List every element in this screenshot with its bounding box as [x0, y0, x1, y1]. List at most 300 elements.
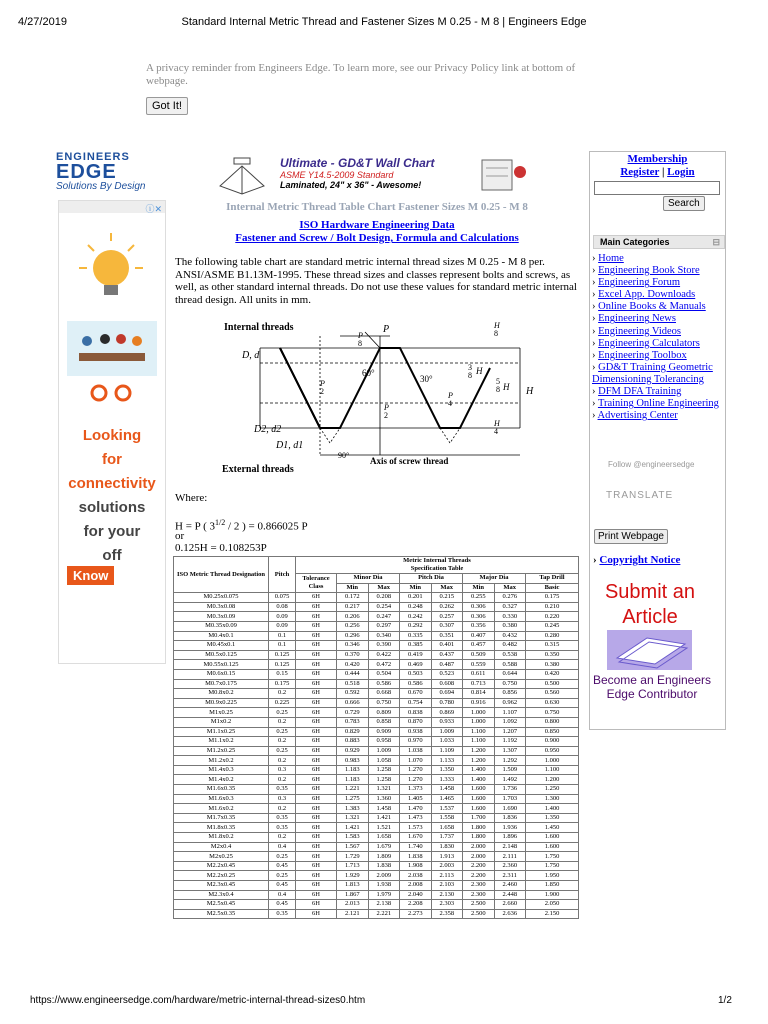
table-cell: 0.09 — [269, 612, 296, 622]
category-item[interactable] — [592, 313, 722, 325]
table-cell: 1.270 — [400, 775, 432, 785]
table-cell: 0.754 — [400, 698, 432, 708]
table-cell: 0.25 — [269, 708, 296, 718]
login-link[interactable]: Login — [667, 166, 695, 178]
table-row — [174, 890, 579, 900]
iso-hardware-link[interactable]: ISO Hardware Engineering Data — [299, 219, 455, 231]
table-cell: 0.225 — [269, 698, 296, 708]
table-row — [174, 660, 579, 670]
col-pitchdia: Pitch Dia — [400, 574, 463, 584]
category-link[interactable]: DFM DFA Training — [598, 386, 682, 398]
table-cell: 1.100 — [526, 765, 579, 775]
svg-text:30°: 30° — [420, 374, 433, 384]
svg-text:2: 2 — [384, 411, 388, 420]
table-row — [174, 727, 579, 737]
table-cell: M1.6x0.3 — [174, 794, 269, 804]
table-cell: 0.315 — [526, 641, 579, 651]
ad-line: solutions — [78, 499, 146, 516]
table-cell: 0.958 — [368, 737, 400, 747]
table-cell: M2.2x0.25 — [174, 871, 269, 881]
table-cell: 0.255 — [463, 593, 495, 603]
table-cell: 0.125 — [269, 660, 296, 670]
table-cell: 6H — [296, 794, 337, 804]
table-cell: 0.586 — [368, 679, 400, 689]
table-cell: 1.300 — [526, 794, 579, 804]
submit-line2: Article — [622, 606, 678, 628]
banner-tagline: Laminated, 24" x 36" - Awesome! — [280, 180, 422, 190]
print-page-title: Standard Internal Metric Thread and Fastener Sizes M 0.25 - M 8 | Engineers Edge — [181, 16, 587, 28]
table-cell: 1.038 — [400, 746, 432, 756]
print-date: 4/27/2019 — [18, 16, 67, 28]
table-cell: 0.858 — [368, 717, 400, 727]
table-cell: 1.258 — [368, 775, 400, 785]
svg-text:8: 8 — [496, 385, 500, 394]
category-item[interactable] — [592, 386, 722, 398]
table-row — [174, 775, 579, 785]
table-cell: 0.420 — [526, 669, 579, 679]
chevron-right-icon: › — [592, 398, 598, 410]
table-cell: 0.523 — [431, 669, 463, 679]
table-cell: 2.200 — [463, 861, 495, 871]
table-cell: 0.2 — [269, 775, 296, 785]
table-row — [174, 708, 579, 718]
table-cell: 0.2 — [269, 717, 296, 727]
table-cell: 1.221 — [337, 785, 369, 795]
table-cell: 1.473 — [400, 813, 432, 823]
table-cell: 0.262 — [431, 602, 463, 612]
table-row — [174, 852, 579, 862]
table-cell: 1.750 — [526, 861, 579, 871]
table-cell: 0.950 — [526, 746, 579, 756]
table-cell: 6H — [296, 765, 337, 775]
table-cell: 6H — [296, 775, 337, 785]
table-cell: 1.400 — [526, 804, 579, 814]
category-item[interactable] — [592, 362, 722, 386]
table-cell: M2.5x0.35 — [174, 909, 269, 919]
table-cell: 0.254 — [368, 602, 400, 612]
table-cell: 0.814 — [463, 689, 495, 699]
table-cell: 1.400 — [463, 765, 495, 775]
table-cell: 2.008 — [400, 881, 432, 891]
table-cell: M0.4x0.1 — [174, 631, 269, 641]
col-designation: ISO Metric Thread Designation — [174, 557, 269, 593]
table-cell: 2.311 — [494, 871, 526, 881]
chevron-right-icon: › — [592, 289, 599, 301]
category-item[interactable] — [592, 253, 722, 265]
table-cell: 6H — [296, 631, 337, 641]
table-cell: 6H — [296, 842, 337, 852]
table-cell: 0.2 — [269, 756, 296, 766]
chevron-right-icon: › — [592, 325, 599, 337]
table-cell: 1.913 — [431, 852, 463, 862]
table-cell: M0.8x0.2 — [174, 689, 269, 699]
table-cell: 6H — [296, 602, 337, 612]
table-cell: 1.307 — [494, 746, 526, 756]
chevron-right-icon: › — [592, 277, 599, 289]
table-cell: 0.35 — [269, 909, 296, 919]
table-cell: 0.340 — [368, 631, 400, 641]
table-cell: 1.350 — [431, 765, 463, 775]
table-cell: 0.432 — [494, 631, 526, 641]
collapse-icon[interactable]: ⊟ — [712, 237, 720, 247]
table-cell: 1.703 — [494, 794, 526, 804]
table-cell: 2.500 — [463, 900, 495, 910]
table-cell: 0.457 — [463, 641, 495, 651]
table-cell: 1.321 — [368, 785, 400, 795]
table-row — [174, 737, 579, 747]
membership-block: Membership Register | Login — [589, 153, 726, 179]
svg-text:P: P — [320, 379, 325, 388]
table-cell: 1.200 — [463, 756, 495, 766]
follow-twitter-link[interactable]: Follow @engineersedge — [608, 460, 695, 469]
table-cell: 1.107 — [494, 708, 526, 718]
print-webpage-button[interactable]: Print Webpage — [594, 529, 668, 544]
table-cell: 0.750 — [526, 708, 579, 718]
table-cell: 2.103 — [431, 881, 463, 891]
table-cell: 1.521 — [368, 823, 400, 833]
category-item[interactable] — [592, 326, 722, 338]
search-button[interactable]: Search — [663, 196, 705, 211]
table-cell: 0.870 — [400, 717, 432, 727]
table-row — [174, 650, 579, 660]
fastener-design-link[interactable]: Fastener and Screw / Bolt Design, Formula and Calculations — [235, 232, 519, 244]
table-cell: 0.504 — [368, 669, 400, 679]
table-cell: 1.600 — [526, 842, 579, 852]
table-cell: 6H — [296, 785, 337, 795]
category-item[interactable] — [592, 398, 722, 410]
external-threads-label: External threads — [222, 464, 294, 475]
table-cell: 1.830 — [431, 842, 463, 852]
svg-text:90°: 90° — [338, 451, 350, 460]
svg-text:P: P — [448, 391, 453, 400]
table-cell: 1.867 — [337, 890, 369, 900]
table-cell: 0.500 — [526, 679, 579, 689]
chevron-right-icon: › — [592, 361, 599, 373]
table-cell: 0.276 — [494, 593, 526, 603]
table-cell: 0.592 — [337, 689, 369, 699]
table-row — [174, 900, 579, 910]
table-cell: 1.458 — [431, 785, 463, 795]
svg-text:P: P — [384, 403, 389, 412]
table-cell: 0.407 — [463, 631, 495, 641]
table-cell: 6H — [296, 698, 337, 708]
table-cell: 0.08 — [269, 602, 296, 612]
table-cell: 0.351 — [431, 631, 463, 641]
advertisement[interactable] — [58, 200, 166, 664]
table-cell: 0.668 — [368, 689, 400, 699]
category-link[interactable]: Engineering Calculators — [598, 337, 700, 349]
table-cell: 1.813 — [337, 881, 369, 891]
table-cell: 2.660 — [494, 900, 526, 910]
privacy-notice: A privacy reminder from Engineers Edge. To learn more, see our Privacy Policy link at bottom of webpage. — [146, 62, 576, 87]
category-item[interactable] — [592, 289, 722, 301]
ad-choices-icon[interactable]: ⓘ✕ — [145, 204, 162, 214]
col-minor: Minor Dia — [337, 574, 400, 584]
table-cell: 1.679 — [368, 842, 400, 852]
table-cell: 1.470 — [400, 804, 432, 814]
table-cell: 0.883 — [337, 737, 369, 747]
table-cell: 2.358 — [431, 909, 463, 919]
table-cell: 6H — [296, 909, 337, 919]
svg-text:H: H — [503, 382, 510, 392]
table-cell: 1.009 — [368, 746, 400, 756]
table-cell: 1.950 — [526, 871, 579, 881]
table-cell: 0.4 — [269, 842, 296, 852]
table-cell: 2.111 — [494, 852, 526, 862]
table-cell: 1.058 — [368, 756, 400, 766]
category-link[interactable]: Advertising Center — [597, 410, 678, 422]
table-cell: 2.500 — [463, 909, 495, 919]
table-cell: 1.929 — [337, 871, 369, 881]
category-list — [592, 253, 722, 422]
table-cell: 0.307 — [431, 621, 463, 631]
table-cell: 2.148 — [494, 842, 526, 852]
metric-thread-table: ISO Metric Thread Designation Pitch Metric Internal Threads Specification Table Tolerance Class Minor Dia Pitch Dia Major Dia Tap Drill Min Max Min Max Min Max Basic M0.25x0.075 0.075 6H 0.172 0.208 0.201 0.215 0.255 0.276 0.175 M0.3x0.08 0.08 6H 0.217 0.254 0.248 0.262 0.306 0.327 0.210 M0.3x0.09 0.09 6H 0.206 0.247 0.242 0.257 0.306 0.330 0.220 M0.35x0.09 0.09 6H 0.256 0.297 0.292 0.307 0.356 0.380 0.245 M0.4x0.1 0.1 6H 0.296 0.340 0.335 0.351 0.407 0.432 0.280 M0.45x0.1 0.1 6H 0.346 0.390 0.385 0.401 0.457 0.482 0.315 M0.5x0.125 0.125 6H 0.370 0.422 0.419 0.437 0.509 0.538 0.350 M0.55x0.125 0.125 6H 0.420 0.472 0.469 0.487 0.559 0.588 0.380 M0.6x0.15 0.15 6H 0.444 0.504 0.503 0.523 0.611 0.644 0.420 M0.7x0.175 0.175 6H 0.518 0.586 0.586 0.608 0.713 0.750 0.500 M0.8x0.2 0.2 6H 0.592 0.668 0.670 0.694 0.814 0.856 0.560 M0.9x0.225 0.225 6H 0.666 0.750 0.754 0.780 0.916 0.962 0.630 M1x0.25 0.25 6H 0.729 0.809 0.838 0.869 1.000 1.107 0.750 M1x0.2 0.2 6H 0.783 0.858 0.870 0.933 1.000 1.092 0.800 M1.1x0.25 0.25 6H 0.829 0.909 0.938 1.009 1.100 1.207 0.850 M1.1x0.2 0.2 6H 0.883 0.958 0.970 1.033 1.100 1.192 0.900 M1.2x0.25 0.25 6H 0.929 1.009 1.038 1.109 1.200 1.307 0.950 M1.2x0.2 0.2 6H 0.983 1.058 1.070 1.133 1.200 1.292 1.000 M1.4x0.3 0.3 6H 1.183 1.258 1.270 1.350 1.400 1.509 1.100 M1.4x0.2 0.2 6H 1.183 1.258 1.270 1.333 1.400 1.492 1.200 M1.6x0.35 0.35 6H 1.221 1.321 1.373 1.458 1.600 1.736 1.250 M1.6x0.3 0.3 6H 1.275 1.360 1.405 1.465 1.600 1.703 1.300 M1.6x0.2 0.2 6H 1.383 1.458 1.470 1.537 1.600 1.690 1.400 M1.7x0.35 0.35 6H 1.321 1.421 1.473 1.558 1.700 1.836 1.350 M1.8x0.35 0.35 6H 1.421 1.521 1.573 1.658 1.800 1.936 1.450 M1.8x0.2 0.2 6H 1.583 1.658 1.670 1.737 1.800 1.896 1.600 M2x0.4 0.4 6H 1.567 1.679 1.740 1.830 2.000 2.148 1.600 M2x0.25 0.25 6H 1.729 1.809 1.838 1.913 2.000 2.111 1.750 M2.2x0.45 0.45 6H 1.713 1.838 1.908 2.003 2.200 2.360 1.750 M2.2x0.25 0.25 6H 1.929 2.009 2.038 2.113 2.200 2.311 1.950 M2.3x0.45 0.45 6H 1.813 1.938 2.008 2.103 2.300 2.460 1.850 M2.3x0.4 0.4 6H 1.867 1.979 2.040 2.130 2.300 2.448 1.900 M2.5x0.45 0.45 6H 2.013 2.138 2.208 2.303 2.500 2.660 2.050 M2.5x0.35 0.35 6H 2.121 2.221 2.273 2.358 2.500 2.636 2.150 — [173, 556, 579, 919]
table-cell: 0.306 — [463, 612, 495, 622]
table-cell: 1.070 — [400, 756, 432, 766]
table-cell: 6H — [296, 900, 337, 910]
category-link[interactable]: Home — [598, 253, 624, 264]
table-cell: 0.15 — [269, 669, 296, 679]
table-cell: 0.611 — [463, 669, 495, 679]
table-cell: 0.172 — [337, 593, 369, 603]
table-row — [174, 756, 579, 766]
table-cell: 1.207 — [494, 727, 526, 737]
table-cell: 1.421 — [368, 813, 400, 823]
svg-text:4: 4 — [494, 427, 498, 436]
table-cell: 0.644 — [494, 669, 526, 679]
table-cell: 6H — [296, 737, 337, 747]
table-cell: 1.092 — [494, 717, 526, 727]
table-cell: 0.35 — [269, 823, 296, 833]
table-cell: 1.809 — [368, 852, 400, 862]
search-input[interactable] — [594, 181, 720, 195]
table-cell: 1.850 — [526, 881, 579, 891]
svg-text:3: 3 — [468, 363, 472, 372]
banner-standard: ASME Y14.5-2009 Standard — [280, 170, 394, 180]
table-cell: 0.248 — [400, 602, 432, 612]
category-link[interactable]: Engineering Toolbox — [598, 349, 687, 361]
submit-article-promo[interactable] — [594, 580, 706, 630]
translate-widget[interactable]: TRANSLATE — [606, 490, 674, 501]
table-cell: 0.469 — [400, 660, 432, 670]
table-cell: 0.487 — [431, 660, 463, 670]
category-link[interactable]: Engineering Videos — [598, 325, 681, 337]
table-cell: 1.736 — [494, 785, 526, 795]
table-cell: 1.000 — [463, 708, 495, 718]
table-cell: 1.908 — [400, 861, 432, 871]
table-cell: M0.35x0.09 — [174, 621, 269, 631]
svg-text:8: 8 — [494, 329, 498, 338]
table-cell: 0.1 — [269, 641, 296, 651]
table-cell: 1.600 — [526, 833, 579, 843]
svg-text:60°: 60° — [362, 368, 375, 378]
svg-text:H: H — [526, 386, 534, 397]
table-cell: 6H — [296, 669, 337, 679]
table-cell: 1.713 — [337, 861, 369, 871]
table-cell: 0.390 — [368, 641, 400, 651]
table-row — [174, 861, 579, 871]
table-cell: 0.750 — [368, 698, 400, 708]
table-cell: 0.503 — [400, 669, 432, 679]
banner-title: Ultimate - GD&T Wall Chart — [280, 156, 435, 170]
category-item[interactable] — [592, 338, 722, 350]
table-cell: 0.245 — [526, 621, 579, 631]
table-cell: 0.247 — [368, 612, 400, 622]
page-heading: Internal Metric Thread Table Chart Fastener Sizes M 0.25 - M 8 — [226, 201, 528, 213]
svg-text:H: H — [476, 366, 483, 376]
register-link[interactable]: Register — [620, 166, 660, 178]
table-cell: 0.09 — [269, 621, 296, 631]
table-cell: 0.586 — [400, 679, 432, 689]
table-row — [174, 765, 579, 775]
table-cell: 1.979 — [368, 890, 400, 900]
table-row — [174, 804, 579, 814]
table-cell: 0.242 — [400, 612, 432, 622]
table-cell: M0.6x0.15 — [174, 669, 269, 679]
table-cell: 1.292 — [494, 756, 526, 766]
table-cell: M1.8x0.2 — [174, 833, 269, 843]
table-cell: 1.936 — [494, 823, 526, 833]
table-cell: 0.983 — [337, 756, 369, 766]
table-cell: 2.300 — [463, 890, 495, 900]
category-item[interactable] — [592, 350, 722, 362]
svg-text:P: P — [383, 324, 390, 335]
table-cell: M0.3x0.09 — [174, 612, 269, 622]
table-cell: 1.658 — [431, 823, 463, 833]
table-row — [174, 909, 579, 919]
table-cell: M0.55x0.125 — [174, 660, 269, 670]
table-cell: 0.346 — [337, 641, 369, 651]
copyright-notice-link[interactable]: › Copyright Notice — [593, 554, 681, 566]
table-cell: 1.275 — [337, 794, 369, 804]
table-cell: 0.900 — [526, 737, 579, 747]
category-item[interactable] — [592, 277, 722, 289]
table-cell: 1.133 — [431, 756, 463, 766]
table-cell: 2.360 — [494, 861, 526, 871]
category-link[interactable]: Engineering Book Store — [598, 265, 700, 277]
ad-line: Looking — [82, 427, 142, 444]
table-cell: 0.800 — [526, 717, 579, 727]
table-cell: 0.938 — [400, 727, 432, 737]
formula-eighth-h: 0.125H = 0.108253P — [175, 542, 267, 554]
table-cell: 1.400 — [463, 775, 495, 785]
table-cell: M1.7x0.35 — [174, 813, 269, 823]
category-link[interactable]: Engineering Forum — [598, 277, 681, 289]
table-cell: 1.800 — [463, 823, 495, 833]
table-cell: 6H — [296, 708, 337, 718]
engineers-edge-logo[interactable] — [56, 152, 166, 194]
ad-know-button[interactable]: Know — [67, 566, 114, 585]
table-cell: 0.335 — [400, 631, 432, 641]
category-link[interactable]: Excel App. Downloads — [598, 289, 696, 301]
logo-tagline: Solutions By Design — [56, 181, 146, 192]
table-cell: 2.000 — [463, 852, 495, 862]
table-cell: 0.45 — [269, 861, 296, 871]
svg-text:D, d: D, d — [242, 350, 260, 361]
table-cell: 0.472 — [368, 660, 400, 670]
membership-link[interactable]: Membership — [627, 153, 688, 165]
table-cell: M0.7x0.175 — [174, 679, 269, 689]
table-cell: 0.356 — [463, 621, 495, 631]
table-cell: 0.306 — [463, 602, 495, 612]
table-cell: 1.100 — [463, 727, 495, 737]
table-cell: 1.009 — [431, 727, 463, 737]
table-cell: 0.327 — [494, 602, 526, 612]
table-row — [174, 602, 579, 612]
ad-line: for — [102, 451, 122, 468]
table-cell: 0.729 — [337, 708, 369, 718]
table-cell: 1.740 — [400, 842, 432, 852]
table-cell: 1.183 — [337, 775, 369, 785]
table-cell: 1.492 — [494, 775, 526, 785]
table-cell: 0.215 — [431, 593, 463, 603]
table-row — [174, 833, 579, 843]
table-cell: M0.25x0.075 — [174, 593, 269, 603]
table-cell: 6H — [296, 881, 337, 891]
category-item[interactable] — [592, 301, 722, 313]
category-item[interactable] — [592, 265, 722, 277]
table-cell: 1.670 — [400, 833, 432, 843]
category-link[interactable]: Engineering News — [598, 313, 676, 325]
table-cell: 1.838 — [368, 861, 400, 871]
table-row — [174, 785, 579, 795]
table-cell: 0.538 — [494, 650, 526, 660]
table-row — [174, 669, 579, 679]
table-cell: 0.694 — [431, 689, 463, 699]
category-link[interactable]: Training Online Engineering — [597, 398, 719, 410]
table-cell: 1.558 — [431, 813, 463, 823]
table-cell: 1.458 — [368, 804, 400, 814]
table-cell: 1.600 — [463, 794, 495, 804]
category-link[interactable]: Online Books & Manuals — [598, 301, 706, 313]
table-cell: 1.200 — [526, 775, 579, 785]
table-cell: 2.221 — [368, 909, 400, 919]
category-link[interactable]: GD&T Training Geometric Dimensioning Tolerancing — [592, 361, 713, 385]
table-cell: M2x0.4 — [174, 842, 269, 852]
table-row — [174, 593, 579, 603]
table-cell: 0.630 — [526, 698, 579, 708]
table-cell: 1.373 — [400, 785, 432, 795]
table-cell: 2.300 — [463, 881, 495, 891]
table-cell: 0.25 — [269, 746, 296, 756]
gdt-wall-chart-banner[interactable] — [212, 156, 528, 196]
table-row — [174, 746, 579, 756]
table-cell: 6H — [296, 823, 337, 833]
logo-line2: EDGE — [56, 161, 117, 183]
table-cell: 1.183 — [337, 765, 369, 775]
table-cell: 2.303 — [431, 900, 463, 910]
table-row — [174, 621, 579, 631]
table-cell: 0.330 — [494, 612, 526, 622]
table-cell: 1.700 — [463, 813, 495, 823]
table-cell: M1.6x0.2 — [174, 804, 269, 814]
table-cell: M0.5x0.125 — [174, 650, 269, 660]
got-it-button[interactable]: Got It! — [146, 97, 188, 115]
table-cell: 0.35 — [269, 813, 296, 823]
table-cell: 0.482 — [494, 641, 526, 651]
chevron-right-icon: › — [592, 265, 599, 277]
table-cell: 6H — [296, 756, 337, 766]
banner-chart-icon — [480, 156, 528, 196]
category-item[interactable] — [592, 410, 722, 422]
table-cell: 0.750 — [494, 679, 526, 689]
table-cell: 2.460 — [494, 881, 526, 891]
table-cell: 2.000 — [463, 842, 495, 852]
col-tolerance: Tolerance Class — [296, 574, 337, 593]
svg-text:H: H — [494, 419, 500, 428]
table-cell: 0.509 — [463, 650, 495, 660]
